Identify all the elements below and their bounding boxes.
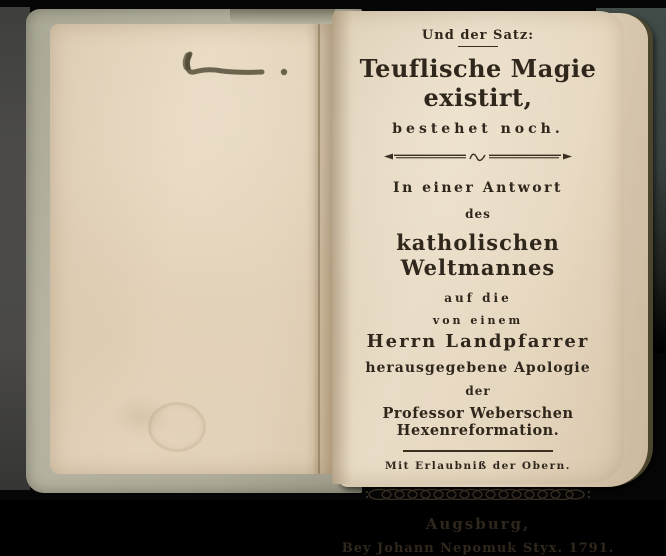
embossed-ring-mark [148,402,206,452]
apologie-line: herausgegebene Apologie [365,360,591,376]
license-rule [403,450,553,452]
license-line: Mit Erlaubniß der Obern. [385,459,571,472]
gutter-crease [318,24,320,474]
header-line: Und der Satz: [421,28,535,43]
auf-die-line: auf die [444,291,512,305]
der-line: der [465,384,491,398]
header-underline [458,46,498,47]
title-page [332,11,624,556]
book-subtitle: bestehet noch. [392,121,564,137]
left-page-blank [50,24,332,474]
imprint-publisher-year: Bey Johann Nepomuk Styx. 1791. [341,540,615,556]
landpfarrer-line: Herrn Landpfarrer [366,331,590,352]
divider-ornament-icon [382,150,574,163]
ink-squiggle-mark [180,50,310,88]
hexenreformation-line: Professor Weberschen Hexenreformation. [382,405,574,439]
ink-dot [281,69,287,75]
chain-ornament-icon [364,487,592,502]
answer-line: In einer Antwort [393,180,563,196]
weltmannes-line: katholischen Weltmannes [396,230,560,280]
von-einem-line: von einem [432,314,524,327]
torn-paper-fragment [230,9,335,23]
title-page-text [332,11,624,556]
imprint-city: Augsburg, [425,514,531,533]
book-title: Teuflische Magie existirt, [359,54,597,112]
des-line: des [465,207,491,221]
